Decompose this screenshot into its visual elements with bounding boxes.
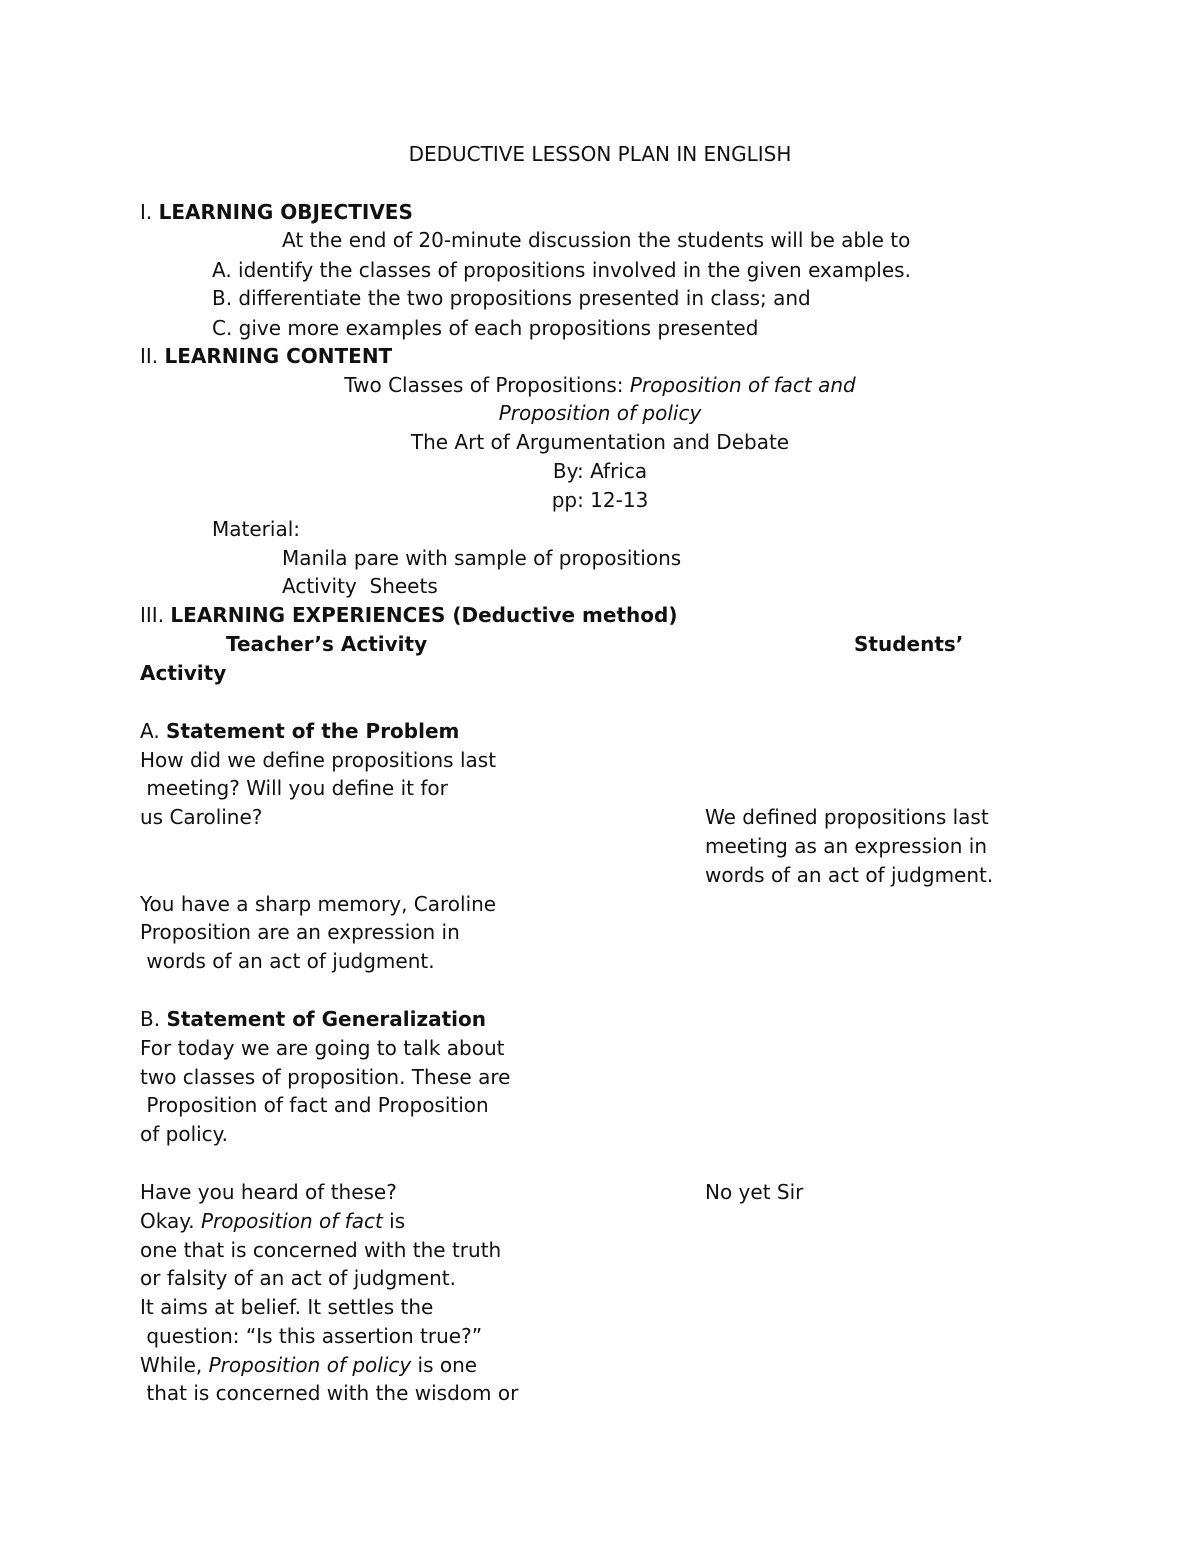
content-topic-line-2 — [0, 399, 1200, 427]
section-b-title: Statement of Generalization — [166, 1007, 486, 1031]
section-b-letter: B. — [140, 1007, 161, 1031]
students-column-header-cont: Activity — [140, 661, 227, 685]
section-b-okay-line: Okay. Proposition of fact is — [140, 1209, 406, 1233]
fact-def-line-1: one that is concerned with the truth — [140, 1238, 502, 1262]
objectives-intro: At the end of 20-minute discussion the students will be able to — [282, 228, 911, 252]
policy-def-line-1: that is concerned with the wisdom or — [140, 1381, 519, 1405]
material-label: Material: — [212, 517, 300, 541]
experiences-heading — [140, 601, 677, 629]
material-item-1: Manila pare with sample of propositions — [282, 546, 682, 570]
objectives-title: LEARNING OBJECTIVES — [158, 200, 413, 224]
experiences-number: III. — [140, 603, 165, 627]
section-a-teacher-line-1: How did we define propositions last — [140, 748, 497, 772]
section-a-heading — [140, 717, 459, 745]
section-a-student-line-3: words of an act of judgment. — [705, 863, 994, 887]
section-a-teacher2-line-1: You have a sharp memory, Caroline — [140, 892, 497, 916]
section-b-teacher-line-2: two classes of proposition. These are — [140, 1065, 511, 1089]
section-a-letter: A. — [140, 719, 160, 743]
section-b-question: Have you heard of these? — [140, 1180, 397, 1204]
content-number: II. — [140, 344, 159, 368]
fact-def-line-2: or falsity of an act of judgment. — [140, 1266, 456, 1290]
material-item-2: Activity Sheets — [282, 574, 438, 598]
objectives-number: I. — [140, 200, 153, 224]
section-a-student-line-1: We defined propositions last — [705, 805, 989, 829]
content-topic-prefix: Two Classes of Propositions: — [344, 373, 630, 397]
content-book: The Art of Argumentation and Debate — [410, 430, 790, 454]
teacher-column-header: Teacher’s Activity — [226, 632, 428, 656]
section-b-heading — [140, 1005, 486, 1033]
section-b-teacher-line-1: For today we are going to talk about — [140, 1036, 505, 1060]
policy-term: Proposition of policy — [208, 1353, 412, 1377]
section-b-teacher-line-4: of policy. — [140, 1122, 229, 1146]
objective-item-c: C. give more examples of each propositions presented — [212, 316, 759, 340]
section-b-student-answer: No yet Sir — [705, 1180, 804, 1204]
content-topic-line-1 — [0, 371, 1200, 399]
fact-def-line-4: question: “Is this assertion true?” — [140, 1324, 483, 1348]
fact-def-line-3: It aims at belief. It settles the — [140, 1295, 434, 1319]
content-title: LEARNING CONTENT — [164, 344, 393, 368]
objective-item-a: A. identify the classes of propositions involved in the given examples. — [212, 258, 911, 282]
document-title: DEDUCTIVE LESSON PLAN IN ENGLISH — [408, 142, 792, 166]
section-b-while-line: While, Proposition of policy is one — [140, 1353, 478, 1377]
objective-item-b: B. differentiate the two propositions presented in class; and — [212, 286, 811, 310]
section-a-teacher2-line-3: words of an act of judgment. — [140, 949, 435, 973]
section-a-teacher-line-3: us Caroline? — [140, 805, 263, 829]
section-a-teacher-line-2: meeting? Will you define it for — [140, 776, 448, 800]
section-a-title: Statement of the Problem — [166, 719, 460, 743]
section-a-teacher2-line-2: Proposition are an expression in — [140, 920, 460, 944]
section-a-student-line-2: meeting as an expression in — [705, 834, 988, 858]
content-author: By: Africa — [552, 459, 648, 483]
fact-term: Proposition of fact — [200, 1209, 383, 1233]
content-topic-italic-1: Proposition of fact and — [629, 373, 856, 397]
content-pages: pp: 12-13 — [551, 488, 649, 512]
content-topic-italic-2: Proposition of policy — [498, 401, 702, 425]
content-heading — [140, 342, 392, 370]
students-column-header: Students’ — [854, 632, 964, 656]
section-b-teacher-line-3: Proposition of fact and Proposition — [140, 1093, 489, 1117]
objectives-heading — [140, 198, 413, 226]
experiences-title: LEARNING EXPERIENCES (Deductive method) — [170, 603, 678, 627]
